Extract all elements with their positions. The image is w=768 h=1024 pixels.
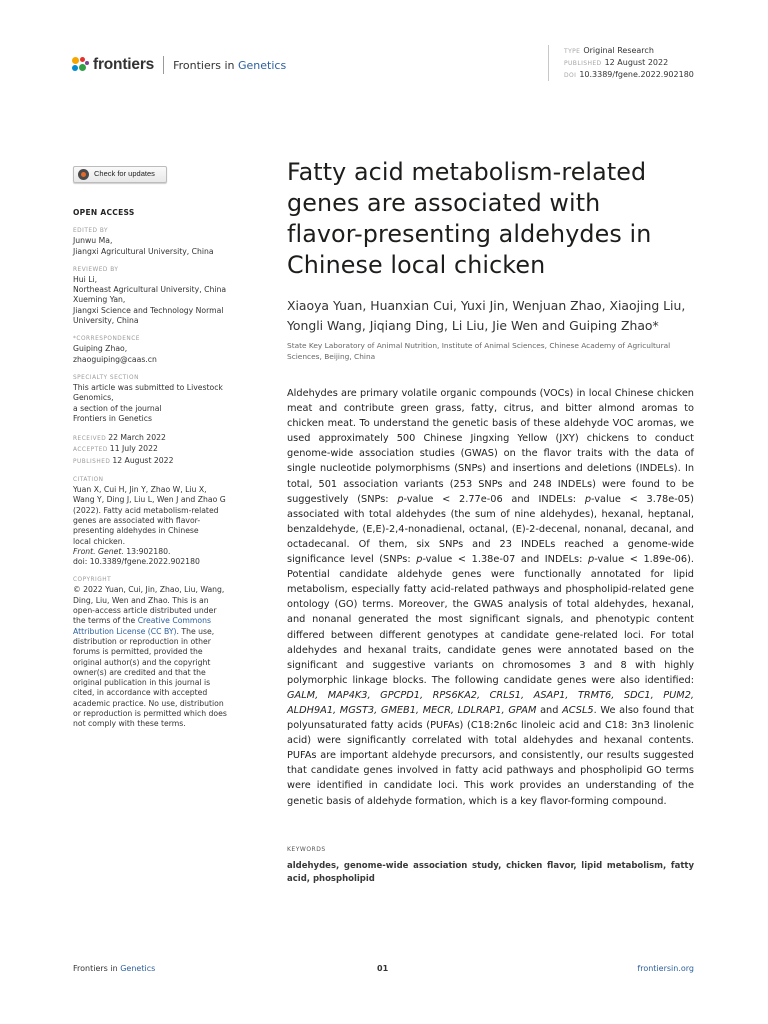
article-dates: RECEIVED 22 March 2022 ACCEPTED 11 July 2022 PUBLISHED 12 August 2022 — [73, 433, 174, 465]
check-for-updates-button[interactable]: Check for updates — [73, 166, 167, 183]
correspondence: *CORRESPONDENCE Guiping Zhao, zhaoguiping@caas.cn — [73, 335, 239, 365]
correspondence-email[interactable]: zhaoguiping@caas.cn — [73, 354, 157, 364]
license-link-cont[interactable]: Attribution License (CC BY) — [73, 626, 177, 636]
footer-journal: Frontiers in Genetics — [73, 964, 156, 973]
article-doi: DOI 10.3389/fgene.2022.902180 — [564, 70, 694, 79]
keywords-heading: KEYWORDS — [287, 846, 326, 853]
abstract: Aldehydes are primary volatile organic compounds (VOCs) in local Chinese chicken meat and contribute green grass, fatty, citrus, and bitter almond aromas to chicken meat. To understand the genetic basis of these aldehyde VOC aromas, we used approximately 500 Chinese Jingxing Yellow (JXY) chickens to conduct genome-wide association studies (GWAS) on the flavor traits with the data of single nucleotide polymorphisms (SNPs) and insertions and deletions (INDELs). In total, 501 association variants (253 SNPs and 248 INDELs) were found to be suggestively (SNPs: p-value < 2.77e-06 and INDELs: p-value < 3.78e-05) associated with total aldehydes (the sum of nine aldehydes), hexanal, heptanal, benzaldehyde, (E,E)-2,4-nonadienal, octanal, (E)-2-decenal, nonanal, decanal, and octadecanal. Of them, six SNPs and 23 INDELs reached a genome-wide significance level (SNPs: p-value < 1.38e-07 and INDELs: p-value < 1.89e-06). Potential candidate aldehyde genes were functionally annotated for lipid metabolism, especially fatty acid-related pathways and phospholipid-related gene ontology (GO) terms. Moreover, the GWAS analysis of total aldehydes, hexanal, and nonanal generated the most significant signals, and phenotypic content differed between different genotypes at candidate gene-related loci. For total aldehydes and hexanal traits, candidate genes were annotated based on the significant and suggestive variants on chromosomes 3 and 8 with highly polymorphic linkage blocks. The following candidate genes were also identified: GALM, MAP4K3, GPCPD1, RPS6KA2, CRLS1, ASAP1, TRMT6, SDC1, PUM2, ALDH9A1, MGST3, GMEB1, MECR, LDLRAP1, GPAM and ACSL5. We also found that polyunsaturated fatty acids (PUFAs) (C18:2n6c linoleic acid and C18: 3n3 linolenic acid) were significantly correlated with total aldehydes and hexanal contents. PUFAs are important aldehyde precursors, and consistently, our results suggested that candidate genes involved in fatty acid pathways and phospholipid GO terms were identified in candidate loci. This work provides an understanding of the genetic basis of aldehyde formation, which is a key flavor-forming compound. — [287, 388, 695, 807]
article-published: PUBLISHED 12 August 2022 — [564, 58, 669, 67]
sidebar — [73, 166, 239, 730]
license-link[interactable]: Creative Commons — [137, 616, 211, 626]
copyright: COPYRIGHT © 2022 Yuan, Cui, Jin, Zhao, Liu, Wang, Ding, Liu, Wen and Zhao. This is an open-access article distributed under the terms of the Creative Commons Attribution License (CC BY). The use, distribution or reproduction in other forums is permitted, provided the original author(s) and the copyright owner(s) are credited and that the original publication in this journal is cited, in accordance with accepted academic practice. No use, distribution or reproduction is permitted which does not comply with these terms. — [73, 577, 227, 729]
page-number: 01 — [377, 964, 389, 973]
frontiers-logo-icon — [72, 57, 89, 74]
edited-by: EDITED BY Junwu Ma, Jiangxi Agricultural University, China — [73, 228, 214, 256]
reviewed-by: REVIEWED BY Hui Li, Northeast Agricultural University, China Xueming Yan, Jiangxi Science and Technology Normal University, China — [73, 266, 227, 326]
journal-name: Frontiers in Genetics — [173, 58, 287, 72]
open-access-label: OPEN ACCESS — [73, 208, 135, 217]
article-meta — [548, 45, 694, 81]
affiliation: State Key Laboratory of Animal Nutrition, Institute of Animal Sciences, Chinese Academy of Agricultural Sciences, Beijing, China — [287, 341, 671, 361]
crossmark-icon — [78, 169, 89, 180]
candidate-genes: GALM, MAP4K3, GPCPD1, RPS6KA2, CRLS1, ASAP1, TRMT6, SDC1, PUM2, ALDH9A1, MGST3, GMEB1, MECR, LDLRAP1, GPAM — [287, 689, 694, 716]
citation: CITATION Yuan X, Cui H, Jin Y, Zhao W, Liu X, Wang Y, Ding J, Liu L, Wen J and Zhao G (2022). Fatty acid metabolism-related genes are associated with flavor- presenting aldehydes in Chinese local chicken. Front. Genet. 13:902180. doi: 10.3389/fgene.2022.902180 — [73, 476, 239, 567]
publisher-name: frontiers — [93, 56, 155, 73]
specialty-section: SPECIALTY SECTION This article was submitted to Livestock Genomics, a section of the journal Frontiers in Genetics — [73, 374, 223, 423]
article-title: Fatty acid metabolism-related genes are associated with flavor-presenting aldehydes in Chinese local chicken — [287, 158, 652, 279]
footer-site-link[interactable]: frontiersin.org — [637, 964, 694, 973]
logo-divider — [163, 56, 164, 74]
citation-doi[interactable]: doi: 10.3389/fgene.2022.902180 — [73, 557, 200, 567]
author-list: Xiaoya Yuan, Huanxian Cui, Yuxi Jin, Wenjuan Zhao, Xiaojing Liu, Yongli Wang, Jiqiang Ding, Li Liu, Jie Wen and Guiping Zhao* — [287, 298, 686, 333]
frontiers-logo[interactable] — [72, 56, 286, 74]
article-type: TYPE Original Research — [564, 46, 654, 55]
keywords: aldehydes, genome-wide association study, chicken flavor, lipid metabolism, fatty acid, phospholipid — [287, 861, 694, 884]
